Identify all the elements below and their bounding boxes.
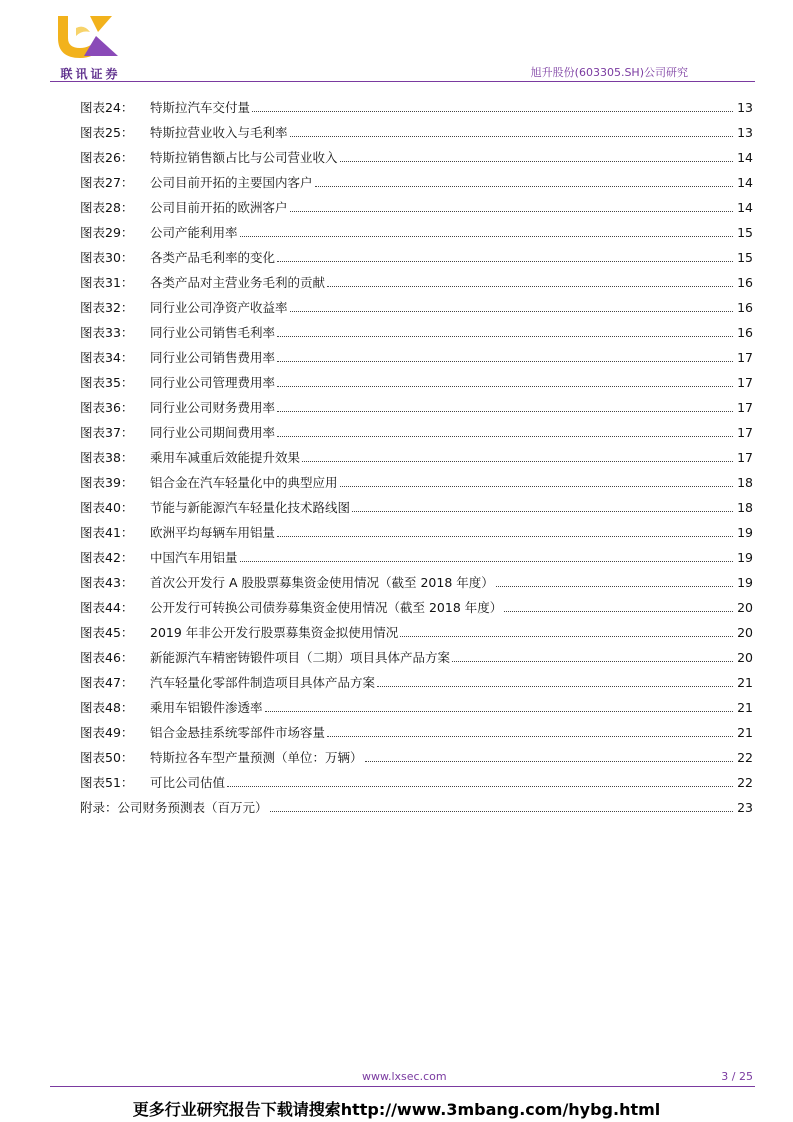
toc-entry-title: 同行业公司管理费用率 <box>150 375 276 390</box>
toc-entry-page: 14 <box>737 175 753 190</box>
toc-entry-number: 图表43： <box>80 575 134 590</box>
toc-leader-dots <box>240 560 734 562</box>
toc-entry-label <box>80 648 450 668</box>
toc-entry-page: 16 <box>737 325 753 340</box>
toc-entry[interactable] <box>80 693 753 718</box>
toc-entry-number: 图表49： <box>80 725 134 740</box>
toc-entry-number: 图表35： <box>80 375 134 390</box>
toc-entry-label <box>80 223 238 243</box>
toc-entry[interactable] <box>80 718 753 743</box>
toc-entry-label <box>80 798 268 818</box>
toc-entry-number: 图表41： <box>80 525 134 540</box>
toc-entry-label <box>80 123 288 143</box>
toc-entry[interactable] <box>80 743 753 768</box>
toc-entry-page: 13 <box>737 100 753 115</box>
toc-entry-number: 图表48： <box>80 700 134 715</box>
toc-entry[interactable] <box>80 668 753 693</box>
toc-entry[interactable] <box>80 568 753 593</box>
toc-entry[interactable] <box>80 518 753 543</box>
toc-leader-dots <box>227 785 733 787</box>
toc-entry-number: 图表44： <box>80 600 134 615</box>
toc-leader-dots <box>327 285 733 287</box>
toc-entry-page: 20 <box>737 600 753 615</box>
toc-leader-dots <box>452 660 733 662</box>
toc-entry-page: 22 <box>737 775 753 790</box>
toc-entry-number: 图表33： <box>80 325 134 340</box>
toc-entry-label <box>80 298 288 318</box>
toc-entry-page: 15 <box>737 225 753 240</box>
toc-entry[interactable] <box>80 343 753 368</box>
toc-entry-label <box>80 723 325 743</box>
toc-entry[interactable] <box>80 318 753 343</box>
toc-leader-dots <box>277 335 733 337</box>
toc-entry[interactable] <box>80 168 753 193</box>
toc-entry[interactable] <box>80 493 753 518</box>
toc-entry-title: 同行业公司财务费用率 <box>150 400 276 415</box>
toc-entry-title: 特斯拉营业收入与毛利率 <box>150 125 288 140</box>
toc-entry-title: 各类产品毛利率的变化 <box>150 250 276 265</box>
toc-entry[interactable] <box>80 418 753 443</box>
toc-entry-title: 各类产品对主营业务毛利的贡献 <box>150 275 326 290</box>
toc-entry-page: 22 <box>737 750 753 765</box>
toc-leader-dots <box>504 610 733 612</box>
toc-leader-dots <box>400 635 733 637</box>
toc-entry-label <box>80 773 225 793</box>
toc-entry[interactable] <box>80 793 753 818</box>
toc-leader-dots <box>270 810 734 812</box>
toc-entry-label <box>80 448 300 468</box>
toc-entry-title: 首次公开发行 A 股股票募集资金使用情况（截至 2018 年度） <box>150 575 494 590</box>
toc-entry-label <box>80 398 275 418</box>
toc-entry[interactable] <box>80 268 753 293</box>
download-banner[interactable]: 更多行业研究报告下载请搜索http://www.3mbang.com/hybg.html <box>132 1100 661 1119</box>
toc-entry-page: 20 <box>737 650 753 665</box>
toc-leader-dots <box>496 585 733 587</box>
toc-entry-label <box>80 748 363 768</box>
toc-entry-page: 20 <box>737 625 753 640</box>
toc-entry-title: 公司目前开拓的主要国内客户 <box>150 175 313 190</box>
footer-website-link[interactable]: www.lxsec.com <box>362 1070 447 1083</box>
toc-entry-page: 17 <box>737 425 753 440</box>
toc-entry-number: 图表29： <box>80 225 134 240</box>
toc-entry[interactable] <box>80 218 753 243</box>
toc-entry-title: 乘用车减重后效能提升效果 <box>150 450 301 465</box>
toc-entry[interactable] <box>80 93 753 118</box>
toc-entry-number: 图表36： <box>80 400 134 415</box>
toc-leader-dots <box>352 510 733 512</box>
logo-text: 联讯证券 <box>60 67 121 81</box>
toc-leader-dots <box>265 710 734 712</box>
toc-entry-number: 图表24： <box>80 100 134 115</box>
toc-entry-number: 图表26： <box>80 150 134 165</box>
toc-entry-title: 同行业公司净资产收益率 <box>150 300 288 315</box>
toc-entry-label <box>80 373 275 393</box>
toc-entry-title: 同行业公司销售毛利率 <box>150 325 276 340</box>
toc-entry-title: 附录：公司财务预测表（百万元） <box>80 800 268 815</box>
toc-entry-page: 14 <box>737 200 753 215</box>
toc-entry-label <box>80 498 350 518</box>
header-divider <box>50 81 755 82</box>
toc-entry[interactable] <box>80 543 753 568</box>
toc-entry-label <box>80 698 263 718</box>
toc-entry[interactable] <box>80 143 753 168</box>
toc-entry[interactable] <box>80 393 753 418</box>
toc-entry-page: 17 <box>737 375 753 390</box>
toc-entry-number: 图表32： <box>80 300 134 315</box>
toc-entry-label <box>80 548 238 568</box>
toc-entry-label <box>80 98 250 118</box>
toc-entry-number: 图表25： <box>80 125 134 140</box>
toc-entry-page: 18 <box>737 500 753 515</box>
toc-entry-number: 图表45： <box>80 625 134 640</box>
toc-entry-title: 同行业公司期间费用率 <box>150 425 276 440</box>
toc-entry-page: 19 <box>737 525 753 540</box>
toc-entry[interactable] <box>80 368 753 393</box>
toc-entry-label <box>80 348 275 368</box>
toc-entry-page: 23 <box>737 800 753 815</box>
toc-leader-dots <box>340 160 734 162</box>
toc-entry[interactable] <box>80 243 753 268</box>
toc-entry[interactable] <box>80 193 753 218</box>
toc-entry-label <box>80 623 398 643</box>
footer-divider <box>50 1086 755 1087</box>
toc-entry-page: 13 <box>737 125 753 140</box>
page-number: 3 / 25 <box>721 1070 753 1083</box>
toc-entry-page: 21 <box>737 700 753 715</box>
toc-entry-label <box>80 523 275 543</box>
toc-entry-title: 节能与新能源汽车轻量化技术路线图 <box>150 500 351 515</box>
toc-entry-number: 图表39： <box>80 475 134 490</box>
toc-entry-label <box>80 473 338 493</box>
toc-entry-page: 19 <box>737 575 753 590</box>
toc-entry-page: 16 <box>737 275 753 290</box>
toc-entry-title: 铝合金在汽车轻量化中的典型应用 <box>150 475 338 490</box>
toc-entry-label <box>80 573 494 593</box>
toc-entry-label <box>80 198 288 218</box>
toc-entry-number: 图表38： <box>80 450 134 465</box>
toc-entry-title: 公司产能利用率 <box>150 225 238 240</box>
toc-entry-title: 同行业公司销售费用率 <box>150 350 276 365</box>
toc-leader-dots <box>290 310 734 312</box>
toc-entry[interactable] <box>80 593 753 618</box>
toc-entry-title: 铝合金悬挂系统零部件市场容量 <box>150 725 326 740</box>
toc-leader-dots <box>377 685 733 687</box>
toc-leader-dots <box>327 735 733 737</box>
toc-leader-dots <box>277 260 733 262</box>
toc-entry-number: 图表40： <box>80 500 134 515</box>
toc-leader-dots <box>277 360 733 362</box>
toc-leader-dots <box>365 760 734 762</box>
toc-entry-label <box>80 323 275 343</box>
toc-leader-dots <box>277 535 733 537</box>
toc-entry[interactable] <box>80 443 753 468</box>
toc-entry-title: 汽车轻量化零部件制造项目具体产品方案 <box>150 675 376 690</box>
toc-entry-label <box>80 673 375 693</box>
toc-entry-page: 21 <box>737 725 753 740</box>
toc-entry-title: 公司目前开拓的欧洲客户 <box>150 200 288 215</box>
toc-leader-dots <box>277 410 733 412</box>
toc-leader-dots <box>302 460 733 462</box>
toc-entry-page: 18 <box>737 475 753 490</box>
toc-entry-page: 21 <box>737 675 753 690</box>
toc-entry-title: 特斯拉各车型产量预测（单位：万辆） <box>150 750 363 765</box>
toc-leader-dots <box>277 385 733 387</box>
toc-entry-page: 17 <box>737 400 753 415</box>
toc-entry-title: 乘用车铝锻件渗透率 <box>150 700 263 715</box>
toc-entry-title: 欧洲平均每辆车用铝量 <box>150 525 276 540</box>
toc-entry-page: 14 <box>737 150 753 165</box>
toc-entry-label <box>80 598 502 618</box>
toc-entry-number: 图表30： <box>80 250 134 265</box>
toc-entry[interactable] <box>80 618 753 643</box>
toc-entry-page: 15 <box>737 250 753 265</box>
toc-entry-number: 图表42： <box>80 550 134 565</box>
toc-entry-number: 图表27： <box>80 175 134 190</box>
toc-entry-number: 图表34： <box>80 350 134 365</box>
toc-entry-page: 19 <box>737 550 753 565</box>
toc-entry-number: 图表31： <box>80 275 134 290</box>
logo-icon <box>50 10 130 70</box>
report-title: 旭升股份(603305.SH)公司研究 <box>530 66 688 79</box>
toc-entry-title: 公开发行可转换公司债券募集资金使用情况（截至 2018 年度） <box>150 600 503 615</box>
toc-entry[interactable] <box>80 768 753 793</box>
toc-entry-number: 图表47： <box>80 675 134 690</box>
toc-entry-number: 图表28： <box>80 200 134 215</box>
toc-leader-dots <box>277 435 733 437</box>
toc-leader-dots <box>290 210 734 212</box>
toc-entry-label <box>80 248 275 268</box>
toc-entry-number: 图表51： <box>80 775 134 790</box>
toc-entry-label <box>80 173 313 193</box>
toc-entry-number: 图表37： <box>80 425 134 440</box>
toc-entry-page: 17 <box>737 350 753 365</box>
toc-entry[interactable] <box>80 468 753 493</box>
toc-entry[interactable] <box>80 643 753 668</box>
toc-entry-title: 中国汽车用铝量 <box>150 550 238 565</box>
toc-entry-title: 新能源汽车精密铸锻件项目（二期）项目具体产品方案 <box>150 650 451 665</box>
toc-entry-title: 可比公司估值 <box>150 775 226 790</box>
toc-entry-page: 16 <box>737 300 753 315</box>
toc-leader-dots <box>252 110 733 112</box>
toc-entry[interactable] <box>80 118 753 143</box>
toc-entry-label <box>80 273 325 293</box>
toc-entry-label <box>80 423 275 443</box>
toc-leader-dots <box>290 135 734 137</box>
company-logo <box>50 10 130 80</box>
toc-entry-title: 特斯拉销售额占比与公司营业收入 <box>150 150 338 165</box>
toc-entry[interactable] <box>80 293 753 318</box>
toc-entry-page: 17 <box>737 450 753 465</box>
toc-leader-dots <box>240 235 734 237</box>
toc-entry-label <box>80 148 338 168</box>
toc-entry-number: 图表46： <box>80 650 134 665</box>
toc-entry-title: 特斯拉汽车交付量 <box>150 100 251 115</box>
toc-entry-number: 图表50： <box>80 750 134 765</box>
toc-leader-dots <box>340 485 734 487</box>
toc-entry-title: 2019 年非公开发行股票募集资金拟使用情况 <box>150 625 399 640</box>
toc-leader-dots <box>315 185 734 187</box>
table-of-figures <box>80 93 753 818</box>
